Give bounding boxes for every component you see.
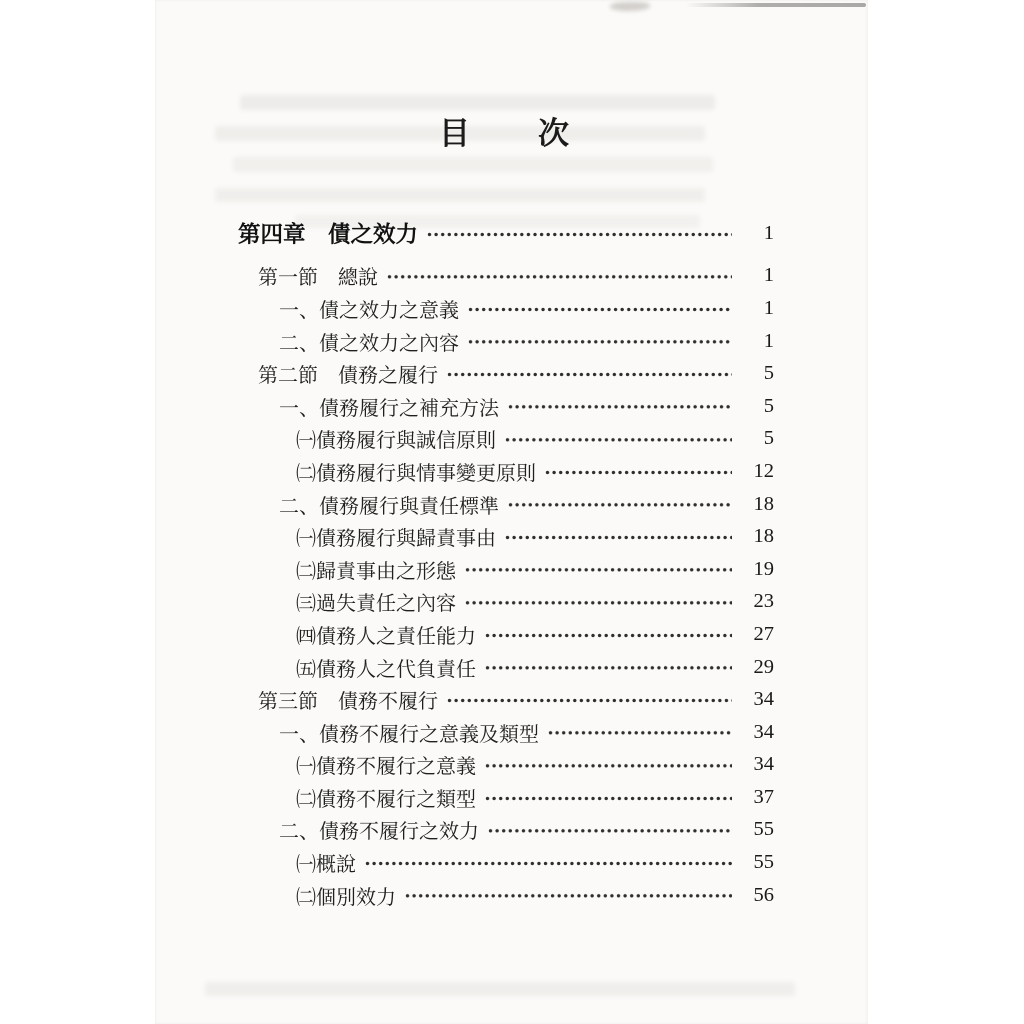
dot-leader — [468, 333, 732, 351]
dot-leader — [505, 529, 732, 547]
toc-row — [238, 217, 774, 250]
dot-leader — [387, 268, 732, 286]
dot-leader — [447, 692, 732, 710]
toc-page-number: 19 — [753, 557, 774, 580]
toc-row — [238, 260, 774, 293]
page-edge-smudge — [610, 2, 650, 11]
toc-page-number: 1 — [763, 296, 774, 319]
toc-entry-label: 第二節 債務之履行 — [258, 365, 438, 388]
toc-entry-label: 一、債務履行之補充方法 — [279, 397, 499, 420]
toc-row — [238, 716, 774, 749]
toc-entry-label: ㈠債務履行與誠信原則 — [296, 430, 496, 453]
dot-leader — [508, 398, 732, 416]
toc-entry-label: ㈢過失責任之內容 — [296, 593, 456, 616]
toc-page-number: 56 — [753, 883, 774, 906]
toc-row — [238, 814, 774, 847]
toc-entry-label: ㈠概說 — [296, 854, 356, 877]
toc-row — [238, 553, 774, 586]
toc-page-number: 12 — [753, 459, 774, 482]
toc-entry-label: ㈡個別效力 — [296, 886, 396, 909]
toc-entry-label: ㈠債務不履行之意義 — [296, 756, 476, 779]
toc-entry-label: 二、債務不履行之效力 — [279, 821, 479, 844]
page-edge-line — [686, 3, 866, 7]
dot-leader — [427, 226, 732, 244]
toc-row — [238, 846, 774, 879]
toc-page-number: 55 — [753, 851, 774, 874]
toc-row — [238, 455, 774, 488]
dot-leader — [485, 627, 732, 645]
toc-row — [238, 520, 774, 553]
dot-leader — [488, 822, 732, 840]
toc-page-number: 23 — [753, 590, 774, 613]
toc-page-number: 5 — [763, 362, 774, 385]
toc-row — [238, 325, 774, 358]
book-page — [155, 0, 868, 1024]
toc-entry-label: ㈡債務履行與情事變更原則 — [296, 462, 536, 485]
toc-page-number: 5 — [763, 394, 774, 417]
bleed-through-ghost — [233, 157, 713, 172]
toc-entry-label: ㈣債務人之責任能力 — [296, 625, 476, 648]
dot-leader — [485, 790, 732, 808]
toc-entry-label: 第三節 債務不履行 — [258, 691, 438, 714]
toc-list — [238, 217, 774, 911]
bleed-through-ghost — [205, 982, 795, 996]
dot-leader — [508, 496, 732, 514]
toc-row — [238, 423, 774, 456]
toc-entry-label: 第一節 總說 — [258, 267, 378, 290]
toc-page-number: 1 — [763, 221, 774, 244]
toc-entry-label: 二、債務履行與責任標準 — [279, 495, 499, 518]
toc-page-number: 18 — [753, 492, 774, 515]
toc-row — [238, 781, 774, 814]
toc-row — [238, 488, 774, 521]
dot-leader — [485, 659, 732, 677]
dot-leader — [405, 887, 732, 905]
toc-row — [238, 683, 774, 716]
toc-entry-label: 第四章 債之效力 — [238, 222, 419, 248]
toc-page-number: 27 — [753, 622, 774, 645]
toc-entry-label: ㈡歸責事由之形態 — [296, 560, 456, 583]
toc-row — [238, 618, 774, 651]
dot-leader — [365, 855, 732, 873]
toc-entry-label: 二、債之效力之內容 — [279, 332, 459, 355]
toc-page-number: 34 — [753, 720, 774, 743]
toc-page-number: 29 — [753, 655, 774, 678]
toc-page-number: 18 — [753, 525, 774, 548]
dot-leader — [447, 366, 732, 384]
toc-page-number: 37 — [753, 785, 774, 808]
toc-entry-label: 一、債務不履行之意義及類型 — [279, 723, 539, 746]
toc-row — [238, 651, 774, 684]
toc-row — [238, 357, 774, 390]
toc-row — [238, 292, 774, 325]
toc-row — [238, 586, 774, 619]
toc-page-number: 1 — [763, 329, 774, 352]
toc-entry-label: ㈤債務人之代負責任 — [296, 658, 476, 681]
toc-entry-label: ㈠債務履行與歸責事由 — [296, 528, 496, 551]
toc-page-number: 55 — [753, 818, 774, 841]
toc-page-number: 34 — [753, 753, 774, 776]
dot-leader — [465, 561, 732, 579]
dot-leader — [548, 724, 732, 742]
dot-leader — [545, 464, 732, 482]
toc-page-number: 34 — [753, 688, 774, 711]
dot-leader — [485, 757, 732, 775]
dot-leader — [468, 301, 732, 319]
bleed-through-ghost — [215, 188, 705, 202]
dot-leader — [505, 431, 732, 449]
toc-page-number: 5 — [763, 427, 774, 450]
toc-row — [238, 749, 774, 782]
toc-entry-label: 一、債之效力之意義 — [279, 299, 459, 322]
dot-leader — [465, 594, 732, 612]
toc-entry-label: ㈡債務不履行之類型 — [296, 788, 476, 811]
toc-page-number: 1 — [763, 264, 774, 287]
toc-row — [238, 390, 774, 423]
toc-row — [238, 879, 774, 912]
page-title: 目 次 — [439, 116, 571, 151]
